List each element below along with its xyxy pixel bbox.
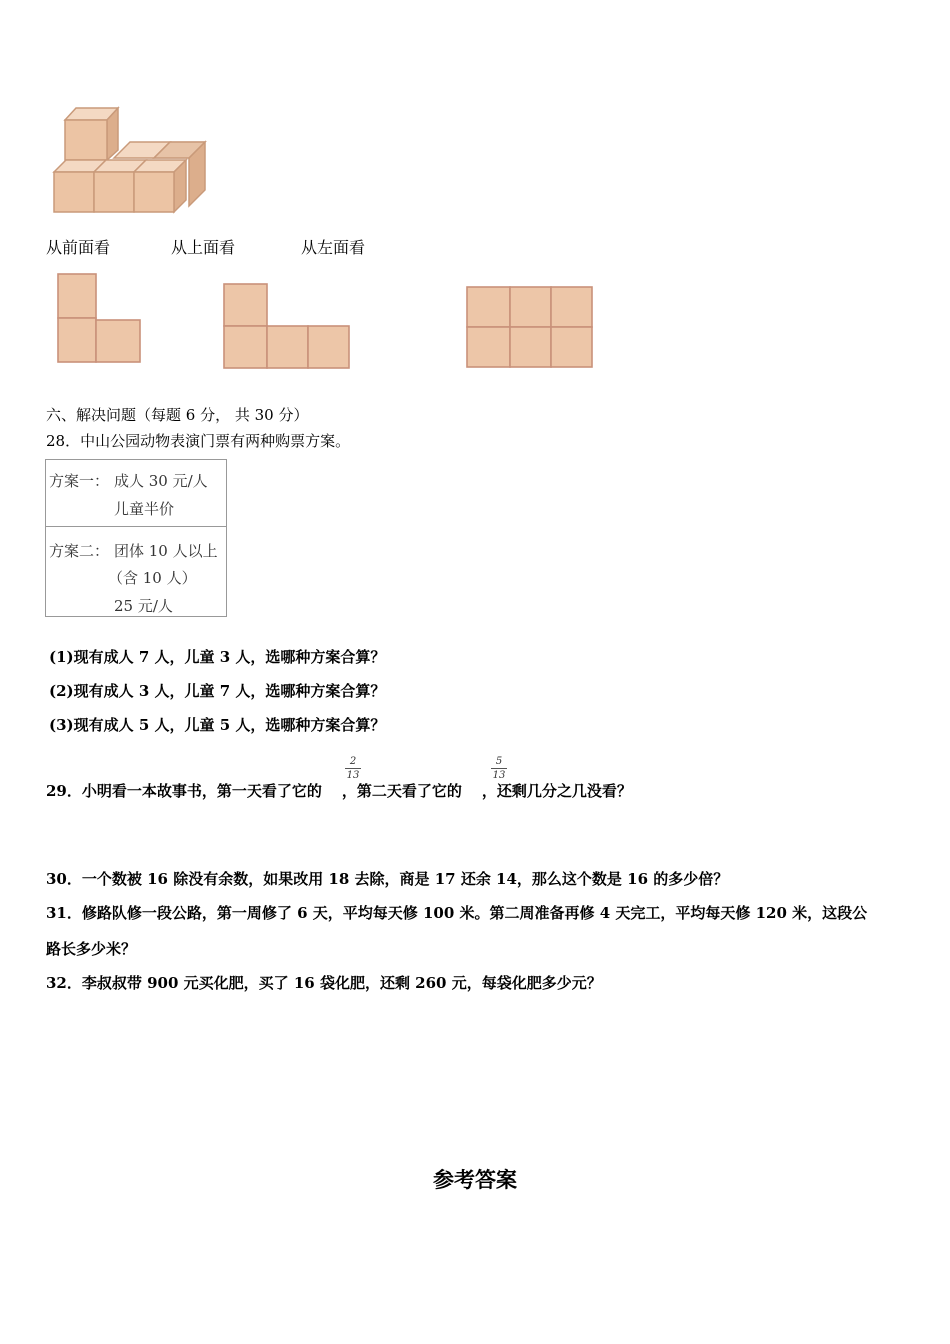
plan2-line3: 25 元/人 (114, 597, 173, 615)
plan1-label: 方案一： (49, 472, 110, 490)
plan2-line2: （含 10 人） (108, 569, 197, 587)
question-29-part2: ，第二天看了它的 (341, 782, 462, 800)
question-29 (46, 780, 632, 801)
question-31-line1: 31．修路队修一段公路，第一周修了 6 天，平均每天修 100 米。第二周准备再修 4 天完工，平均每天修 120 米，这段公 (46, 904, 868, 922)
fraction2-denominator: 13 (492, 770, 506, 781)
question-31-line2: 路长多少米？ (46, 940, 137, 958)
view-diagram-grid (464, 284, 596, 370)
question-29-part1: 29．小明看一本故事书，第一天看了它的 (46, 782, 322, 800)
top-view-label: 从上面看 (171, 238, 236, 257)
question-28-sub3: (3)现有成人 5 人，儿童 5 人，选哪种方案合算？ (49, 716, 386, 734)
fraction-five-thirteenths (491, 756, 507, 781)
question-28-sub1: (1)现有成人 7 人，儿童 3 人，选哪种方案合算？ (49, 648, 386, 666)
question-28-sub2: (2)现有成人 3 人，儿童 7 人，选哪种方案合算？ (49, 682, 386, 700)
fraction1-denominator: 13 (346, 770, 360, 781)
plan1-line1: 成人 30 元/人 (114, 472, 208, 490)
cube-stack-figure (50, 100, 210, 218)
question-32: 32．李叔叔带 900 元买化肥，买了 16 袋化肥，还剩 260 元，每袋化肥多少元？ (46, 974, 602, 992)
ticket-plan-box (45, 459, 227, 617)
view-diagram-l-wide (221, 282, 353, 370)
fraction2-numerator: 5 (495, 756, 503, 767)
question-29-part3: ，还剩几分之几没看？ (481, 782, 632, 800)
plan2-line1: 团体 10 人以上 (114, 542, 218, 560)
question-28-stem: 28．中山公园动物表演门票有两种购票方案。 (46, 432, 351, 450)
section-heading: 六、解决问题（每题 6 分， 共 30 分） (46, 406, 309, 424)
view-diagram-l-small (55, 272, 143, 368)
fraction-two-thirteenths (345, 756, 361, 781)
front-view-label: 从前面看 (46, 238, 111, 257)
fraction1-numerator: 2 (349, 756, 357, 767)
question-30: 30．一个数被 16 除没有余数，如果改用 18 去除，商是 17 还余 14，那么这个数是 16 的多少倍？ (46, 870, 729, 888)
answer-title: 参考答案 (433, 1168, 517, 1192)
left-view-label: 从左面看 (301, 238, 366, 257)
plan2-label: 方案二： (49, 542, 110, 560)
plan-divider (46, 526, 226, 527)
plan1-line2: 儿童半价 (114, 500, 175, 518)
